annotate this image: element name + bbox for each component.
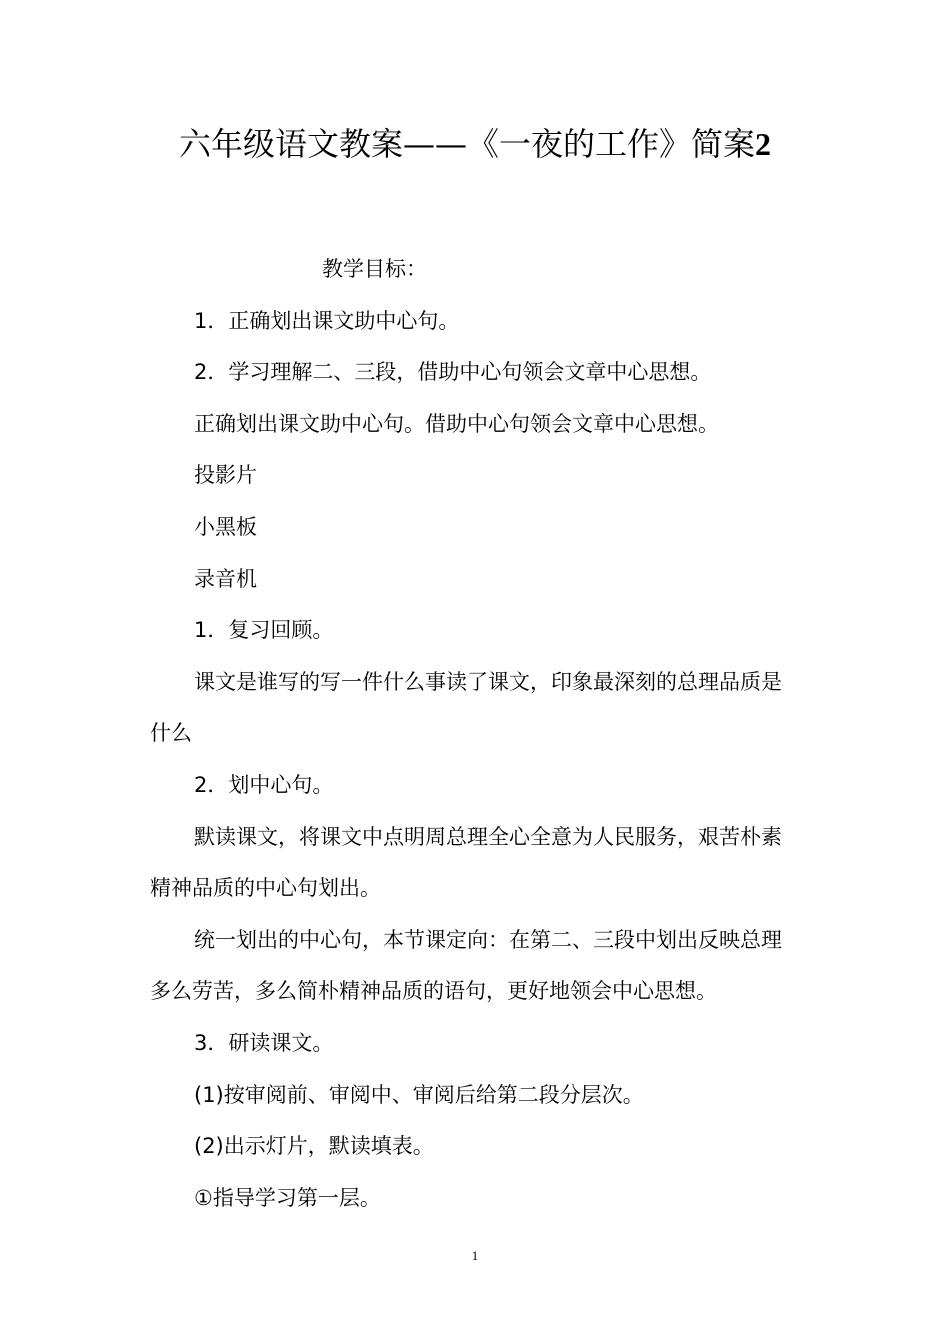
- paragraph: ①指导学习第一层。: [194, 1185, 381, 1210]
- paragraph: 投影片: [194, 463, 257, 488]
- paragraph: 统一划出的中心句，本节课定向：在第二、三段中划出反映总理多么劳苦，多么简朴精神品质的语句，更好地领会中心思想。: [150, 927, 782, 1004]
- section-heading-objectives: 教学目标：: [322, 257, 427, 281]
- paragraph: 正确划出课文助中心句。借助中心句领会文章中心思想。: [194, 411, 719, 436]
- paragraph: 默读课文，将课文中点明周总理全心全意为人民服务，艰苦朴素精神品质的中心句划出。: [150, 824, 782, 901]
- paragraph: 2．划中心句。: [194, 772, 334, 797]
- paragraph: 录音机: [194, 566, 257, 591]
- paragraph: 小黑板: [194, 514, 257, 539]
- paragraph: 1．正确划出课文助中心句。: [194, 308, 460, 333]
- page-title: [0, 120, 950, 168]
- document-body: [150, 244, 800, 1224]
- title-number: 2: [755, 126, 771, 162]
- paragraph: (1)按审阅前、审阅中、审阅后给第二段分层次。: [194, 1082, 644, 1107]
- title-main-text: 六年级语文教案——《一夜的工作》简案: [178, 125, 755, 163]
- paragraph: 1．复习回顾。: [194, 618, 334, 643]
- page-number: 1: [471, 1248, 479, 1263]
- paragraph: (2)出示灯片，默读填表。: [194, 1134, 434, 1159]
- paragraph: 3．研读课文。: [194, 1030, 334, 1055]
- paragraph: 课文是谁写的写一件什么事读了课文，印象最深刻的总理品质是什么: [150, 669, 782, 746]
- paragraph: 2．学习理解二、三段，借助中心句领会文章中心思想。: [194, 360, 712, 385]
